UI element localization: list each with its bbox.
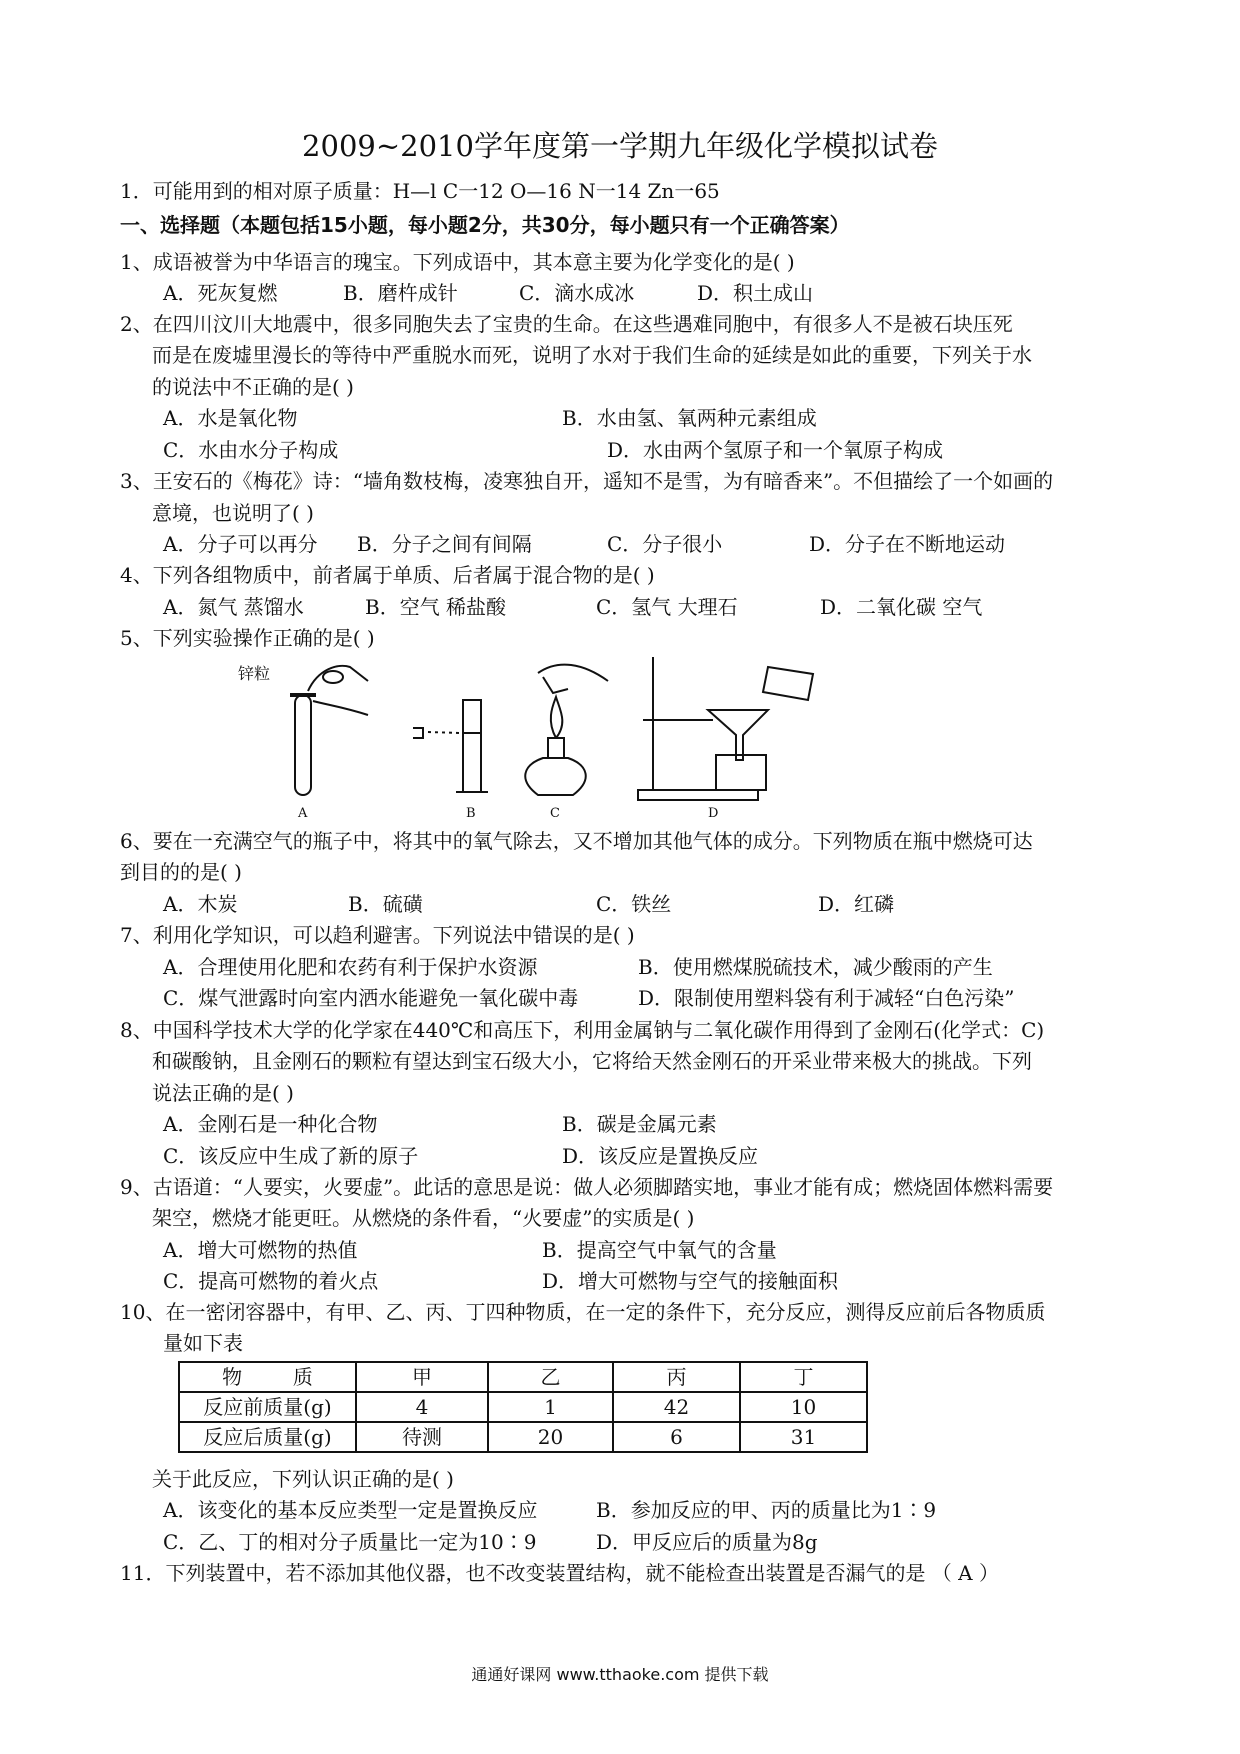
figure-label-d: D [708,806,719,820]
figure-a-test-tube [290,666,368,795]
option-d: D．限制使用塑料袋有利于减轻“白色污染” [638,986,1015,1010]
option-c: C．水由水分子构成 [163,438,339,462]
table-header-cell: 丙 [613,1362,740,1392]
mass-table [178,1361,868,1453]
table-row [179,1392,867,1422]
table-cell: 31 [740,1422,867,1452]
question-8-stem-line: 说法正确的是( ) [152,1081,294,1105]
question-10-question: 关于此反应，下列认识正确的是( ) [152,1467,454,1491]
table-cell: 反应前质量(g) [179,1392,356,1422]
option-b: B．碳是金属元素 [562,1112,717,1136]
figure-c-alcohol-lamp [525,665,608,795]
option-b: B．空气 稀盐酸 [365,595,507,619]
option-d: D．积土成山 [697,281,814,305]
footer-source: 通通好课网 www.tthaoke.com 提供下载 [471,1665,769,1684]
question-2-stem-line: 而是在废墟里漫长的等待中严重脱水而死，说明了水对于我们生命的延续是如此的重要，下列关于水 [152,343,1032,367]
question-7-stem: 7、利用化学知识，可以趋利避害。下列说法中错误的是( ) [120,923,635,947]
option-b: B．分子之间有间隔 [357,532,532,556]
question-6-stem-line: 到目的的是( ) [120,860,242,884]
question-8-stem: 8、中国科学技术大学的化学家在440℃和高压下，利用金属钠与二氧化碳作用得到了金刚石(化学式：C) [120,1018,1045,1042]
question-10-stem-line: 量如下表 [163,1331,243,1355]
option-c: C．提高可燃物的着火点 [163,1269,379,1293]
atomic-mass-note: 1．可能用到的相对原子质量：H—l C一12 O—16 N一14 Zn一65 [120,179,720,203]
question-2-stem: 2、在四川汶川大地震中，很多同胞失去了宝贵的生命。在这些遇难同胞中，有很多人不是被石块压死 [120,312,1013,336]
table-cell: 4 [356,1392,488,1422]
section-heading: 一、选择题（本题包括15小题，每小题2分，共30分，每小题只有一个正确答案） [120,213,850,237]
option-a: A．金刚石是一种化合物 [163,1112,378,1136]
question-8-stem-line: 和碳酸钠，且金刚石的颗粒有望达到宝石级大小，它将给天然金刚石的开采业带来极大的挑战。下列 [152,1049,1032,1073]
question-2-stem-line: 的说法中不正确的是( ) [152,375,354,399]
table-cell: 待测 [356,1422,488,1452]
figure-label-a: A [298,806,308,820]
table-header-cell: 乙 [488,1362,613,1392]
option-a: A．合理使用化肥和农药有利于保护水资源 [163,955,538,979]
option-d: D．该反应是置换反应 [562,1144,759,1168]
zinc-label: 锌粒 [238,664,271,683]
question-6-stem: 6、要在一充满空气的瓶子中，将其中的氧气除去，又不增加其他气体的成分。下列物质在瓶中燃烧可达 [120,829,1033,853]
table-header-cell: 丁 [740,1362,867,1392]
option-d: D．甲反应后的质量为8g [596,1530,818,1554]
option-b: B．硫磺 [348,892,423,916]
option-c: C．氢气 大理石 [596,595,738,619]
page-title: 2009~2010学年度第一学期九年级化学模拟试卷 [302,129,938,163]
option-b: B．使用燃煤脱硫技术，减少酸雨的产生 [638,955,993,979]
question-9-stem-line: 架空，燃烧才能更旺。从燃烧的条件看，“火要虚”的实质是( ) [152,1206,695,1230]
table-cell: 1 [488,1392,613,1422]
option-a: A．水是氧化物 [163,406,298,430]
option-d: D．增大可燃物与空气的接触面积 [542,1269,839,1293]
option-a: A．氮气 蒸馏水 [163,595,304,619]
option-c: C．铁丝 [596,892,672,916]
table-header-cell: 甲 [356,1362,488,1392]
question-3-stem-line: 意境，也说明了( ) [152,501,314,525]
table-header-row [179,1362,867,1392]
table-cell: 10 [740,1392,867,1422]
table-cell: 6 [613,1422,740,1452]
figure-d-filtration [638,657,813,800]
option-b: B．磨杵成针 [343,281,458,305]
option-c: C．滴水成冰 [519,281,635,305]
question-1-stem: 1、成语被誉为中华语言的瑰宝。下列成语中，其本意主要为化学变化的是( ) [120,250,795,274]
option-a: A．分子可以再分 [163,532,318,556]
option-d: D．二氧化碳 空气 [820,595,983,619]
figure-label-b: B [466,806,476,820]
option-c: C．分子很小 [607,532,723,556]
option-d: D．分子在不断地运动 [809,532,1006,556]
table-cell: 20 [488,1422,613,1452]
table-cell: 42 [613,1392,740,1422]
option-c: C．乙、丁的相对分子质量比一定为10∶9 [163,1530,537,1554]
option-a: A．增大可燃物的热值 [163,1238,358,1262]
question-9-stem: 9、古语道：“人要实，火要虚”。此话的意思是说：做人必须脚踏实地，事业才能有成；燃烧固体燃料需要 [120,1175,1054,1199]
question-3-stem: 3、王安石的《梅花》诗：“墙角数枝梅，凌寒独自开，遥知不是雪，为有暗香来”。不但描绘了一个如画的 [120,469,1054,493]
option-d: D．红磷 [818,892,895,916]
table-cell: 反应后质量(g) [179,1422,356,1452]
question-5-stem: 5、下列实验操作正确的是( ) [120,626,375,650]
lab-operations-figure [238,655,838,820]
option-b: B．提高空气中氧气的含量 [542,1238,777,1262]
table-row [179,1422,867,1452]
option-a: A．木炭 [163,892,238,916]
option-a: A．该变化的基本反应类型一定是置换反应 [163,1498,538,1522]
question-11-stem: 11．下列装置中，若不添加其他仪器，也不改变装置结构，就不能检查出装置是否漏气的是 （ A ） [120,1561,999,1585]
option-d: D．水由两个氢原子和一个氧原子构成 [607,438,944,462]
option-a: A．死灰复燃 [163,281,278,305]
option-b: B．水由氢、氧两种元素组成 [562,406,817,430]
option-c: C．煤气泄露时向室内洒水能避免一氧化碳中毒 [163,986,579,1010]
question-10-stem: 10、在一密闭容器中，有甲、乙、丙、丁四种物质，在一定的条件下，充分反应，测得反应前后各物质质 [120,1300,1046,1324]
option-b: B．参加反应的甲、丙的质量比为1∶9 [596,1498,937,1522]
figure-b-cylinder [413,700,488,792]
option-c: C．该反应中生成了新的原子 [163,1144,419,1168]
table-header-cell: 物 质 [179,1362,356,1392]
question-4-stem: 4、下列各组物质中，前者属于单质、后者属于混合物的是( ) [120,563,655,587]
figure-label-c: C [550,806,560,820]
